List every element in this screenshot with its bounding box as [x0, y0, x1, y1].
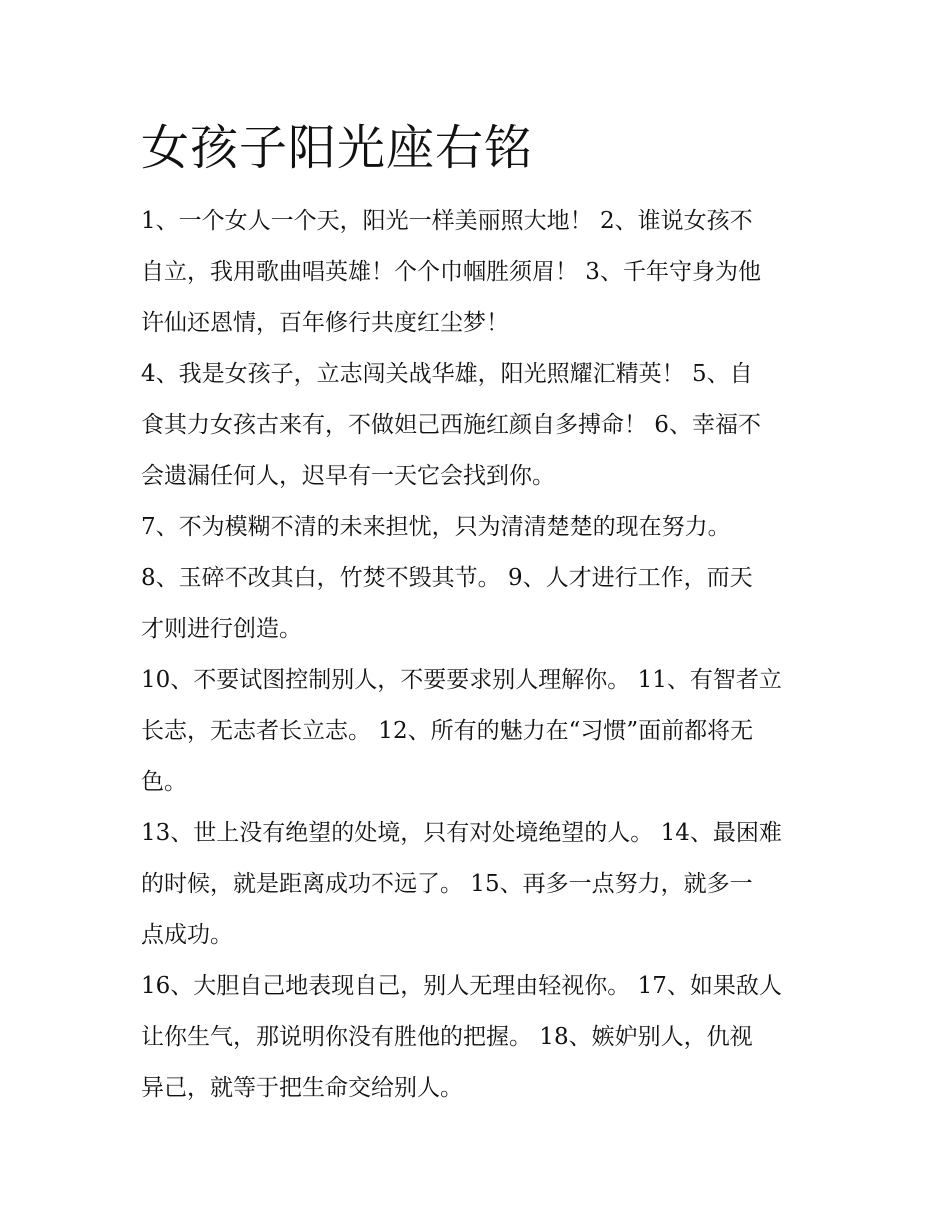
text-line: 10、不要试图控制别人，不要要求别人理解你。 11、有智者立: [141, 667, 782, 693]
text-line: 点成功。: [141, 922, 233, 948]
text-line: 会遗漏任何人，迟早有一天它会找到你。: [141, 463, 555, 489]
text-line: 许仙还恩情，百年修行共度红尘梦！: [141, 310, 509, 336]
text-line: 异己，就等于把生命交给别人。: [141, 1075, 463, 1101]
text-line: 自立，我用歌曲唱英雄！个个巾帼胜须眉！ 3、千年守身为他: [141, 259, 761, 285]
paragraph-5: [141, 655, 811, 808]
document-body: [141, 196, 811, 1114]
paragraph-1: [141, 196, 811, 349]
paragraph-7: [141, 961, 811, 1114]
text-line: 才则进行创造。: [141, 616, 302, 642]
text-line: 长志，无志者长立志。 12、所有的魅力在“习惯”面前都将无: [141, 718, 754, 744]
document-title: 女孩子阳光座右铭: [141, 120, 534, 176]
text-line: 13、世上没有绝望的处境，只有对处境绝望的人。 14、最困难: [141, 820, 782, 846]
text-line: 让你生气，那说明你没有胜他的把握。 18、嫉妒别人，仇视: [141, 1024, 753, 1050]
text-line: 色。: [141, 769, 187, 795]
text-line: 1、一个女人一个天，阳光一样美丽照大地！ 2、谁说女孩不: [141, 208, 753, 234]
text-line: 16、大胆自己地表现自己，别人无理由轻视你。 17、如果敌人: [141, 973, 782, 999]
text-line: 的时候，就是距离成功不远了。 15、再多一点努力，就多一: [141, 871, 753, 897]
text-line: 7、不为模糊不清的未来担忧，只为清清楚楚的现在努力。: [141, 514, 731, 540]
text-line: 4、我是女孩子，立志闯关战华雄，阳光照耀汇精英！ 5、自: [141, 361, 753, 387]
paragraph-3: [141, 502, 811, 553]
paragraph-4: [141, 553, 811, 655]
paragraph-6: [141, 808, 811, 961]
text-line: 食其力女孩古来有，不做妲己西施红颜自多搏命！ 6、幸福不: [141, 412, 761, 438]
text-line: 8、玉碎不改其白，竹焚不毁其节。 9、人才进行工作，而天: [141, 565, 753, 591]
paragraph-2: [141, 349, 811, 502]
